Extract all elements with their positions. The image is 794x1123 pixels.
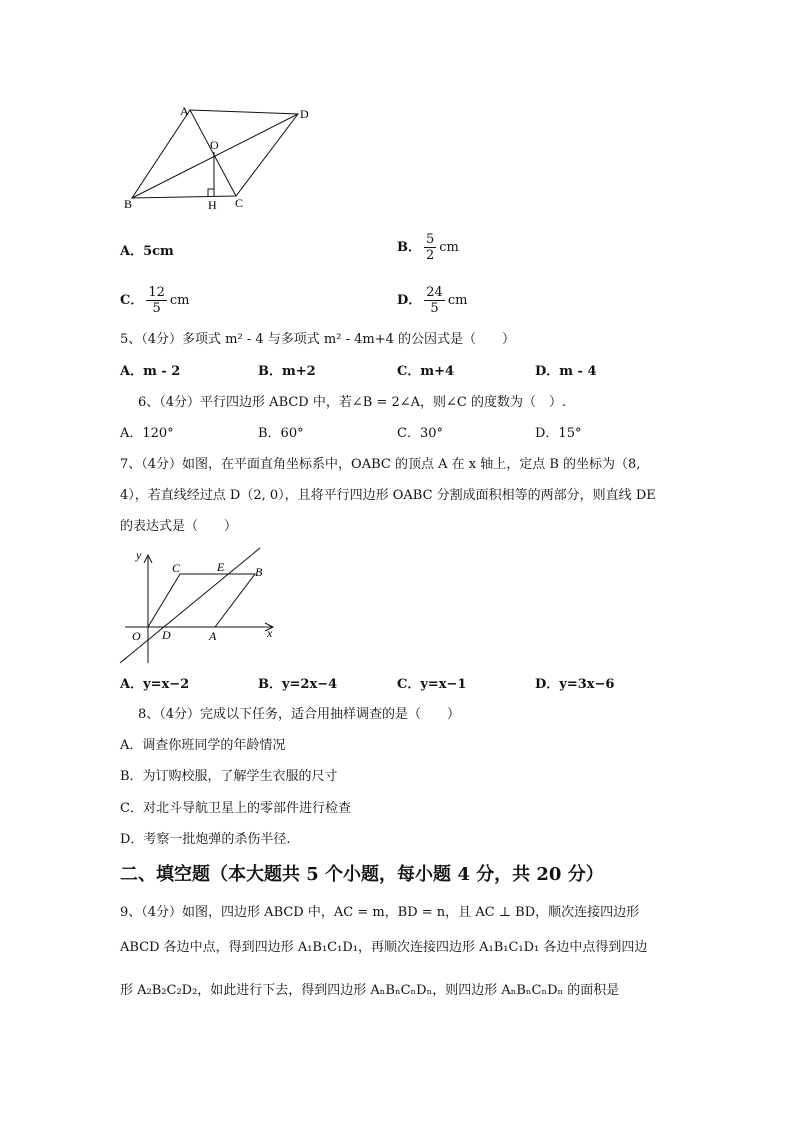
q5-option-d: D．m - 4 xyxy=(535,364,597,379)
unit: cm xyxy=(447,293,468,308)
fraction-denominator: 5 xyxy=(430,301,439,316)
q5-option-a: A．m - 2 xyxy=(120,364,181,379)
label-a: A xyxy=(180,104,189,118)
label-c: C xyxy=(172,561,181,575)
q4-option-b xyxy=(397,232,459,263)
parallelogram-oabc xyxy=(148,574,255,627)
option-letter: B． xyxy=(397,240,421,255)
q5-option-c: C．m+4 xyxy=(397,364,455,379)
q7-option-a: A．y=x−2 xyxy=(120,677,190,692)
q6-stem: 6、（4分）平行四边形 ABCD 中，若∠B = 2∠A，则∠C 的度数为（ ）. xyxy=(138,395,567,410)
label-x: x xyxy=(267,626,273,640)
q6-option-c: C．30° xyxy=(397,426,443,441)
label-c: C xyxy=(235,196,244,210)
label-o: O xyxy=(132,629,141,643)
diagonal-bd xyxy=(132,114,298,198)
fraction-numerator: 24 xyxy=(426,285,443,300)
q6-option-d: D．15° xyxy=(535,426,582,441)
q8-option-d: D．考察一批炮弹的杀伤半径. xyxy=(120,832,291,847)
coordinate-figure xyxy=(115,545,285,670)
q7-stem-line2: 4），若直线经过点 D（2, 0），且将平行四边形 OABC 分割成面积相等的两部分，则直线 DE xyxy=(120,488,656,503)
fraction-numerator: 5 xyxy=(426,232,435,247)
label-d: D xyxy=(162,628,171,642)
rhombus-figure xyxy=(120,100,320,215)
unit: cm xyxy=(439,240,459,255)
q4-option-d xyxy=(397,285,467,316)
fraction xyxy=(146,285,167,316)
label-o: O xyxy=(210,138,219,152)
section-heading-fill-in: 二、填空题（本大题共 5 个小题，每小题 4 分，共 20 分） xyxy=(120,864,604,885)
line-de xyxy=(120,548,260,663)
option-letter: D． xyxy=(397,293,422,308)
q5-stem: 5、（4分）多项式 m² - 4 与多项式 m² - 4m+4 的公因式是（ ） xyxy=(120,332,515,347)
q5-option-b: B．m+2 xyxy=(258,364,316,379)
label-h: H xyxy=(208,198,217,212)
option-letter: C． xyxy=(120,293,144,308)
q8-stem: 8、（4分）完成以下任务，适合用抽样调查的是（ ） xyxy=(138,707,461,722)
q8-option-a: A．调查你班同学的年龄情况 xyxy=(120,738,286,753)
q7-option-c: C．y=x−1 xyxy=(397,677,467,692)
label-b: B xyxy=(255,565,263,579)
q9-stem-line3: 形 A₂B₂C₂D₂，如此进行下去，得到四边形 AₙBₙCₙDₙ，则四边形 AₙBₙCₙDₙ 的面积是 xyxy=(120,983,620,998)
q7-stem-line1: 7、（4分）如图，在平面直角坐标系中，OABC 的顶点 A 在 x 轴上，定点 B 的坐标为（8, xyxy=(120,457,641,472)
q7-option-b: B．y=2x−4 xyxy=(258,677,338,692)
q9-stem-line1: 9、（4分）如图，四边形 ABCD 中，AC = m，BD = n，且 AC ⊥ BD，顺次连接四边形 xyxy=(120,905,640,920)
diagonal-ac xyxy=(190,110,236,196)
label-d: D xyxy=(300,107,309,121)
q4-option-a: A．5cm xyxy=(120,244,174,259)
q7-option-d: D．y=3x−6 xyxy=(535,677,615,692)
right-angle-mark xyxy=(208,189,214,197)
q8-option-b: B．为订购校服，了解学生衣服的尺寸 xyxy=(120,769,338,784)
q8-option-c: C．对北斗导航卫星上的零部件进行检查 xyxy=(120,801,351,816)
label-a: A xyxy=(209,629,217,643)
fraction-numerator: 12 xyxy=(148,285,165,300)
label-y: y xyxy=(136,548,142,562)
fraction xyxy=(424,232,436,263)
fraction-denominator: 2 xyxy=(426,248,435,263)
q9-stem-line2: ABCD 各边中点，得到四边形 A₁B₁C₁D₁，再顺次连接四边形 A₁B₁C₁D₁ 各边中点得到四边 xyxy=(120,940,648,955)
unit: cm xyxy=(169,293,190,308)
label-e: E xyxy=(217,560,225,574)
fraction xyxy=(424,285,445,316)
q4-option-c xyxy=(120,285,190,316)
q7-stem-line3: 的表达式是（ ） xyxy=(120,519,238,534)
rhombus-outline xyxy=(132,110,298,198)
label-b: B xyxy=(124,197,133,211)
fraction-denominator: 5 xyxy=(152,301,161,316)
q6-option-a: A．120° xyxy=(120,426,174,441)
q6-option-b: B．60° xyxy=(258,426,304,441)
